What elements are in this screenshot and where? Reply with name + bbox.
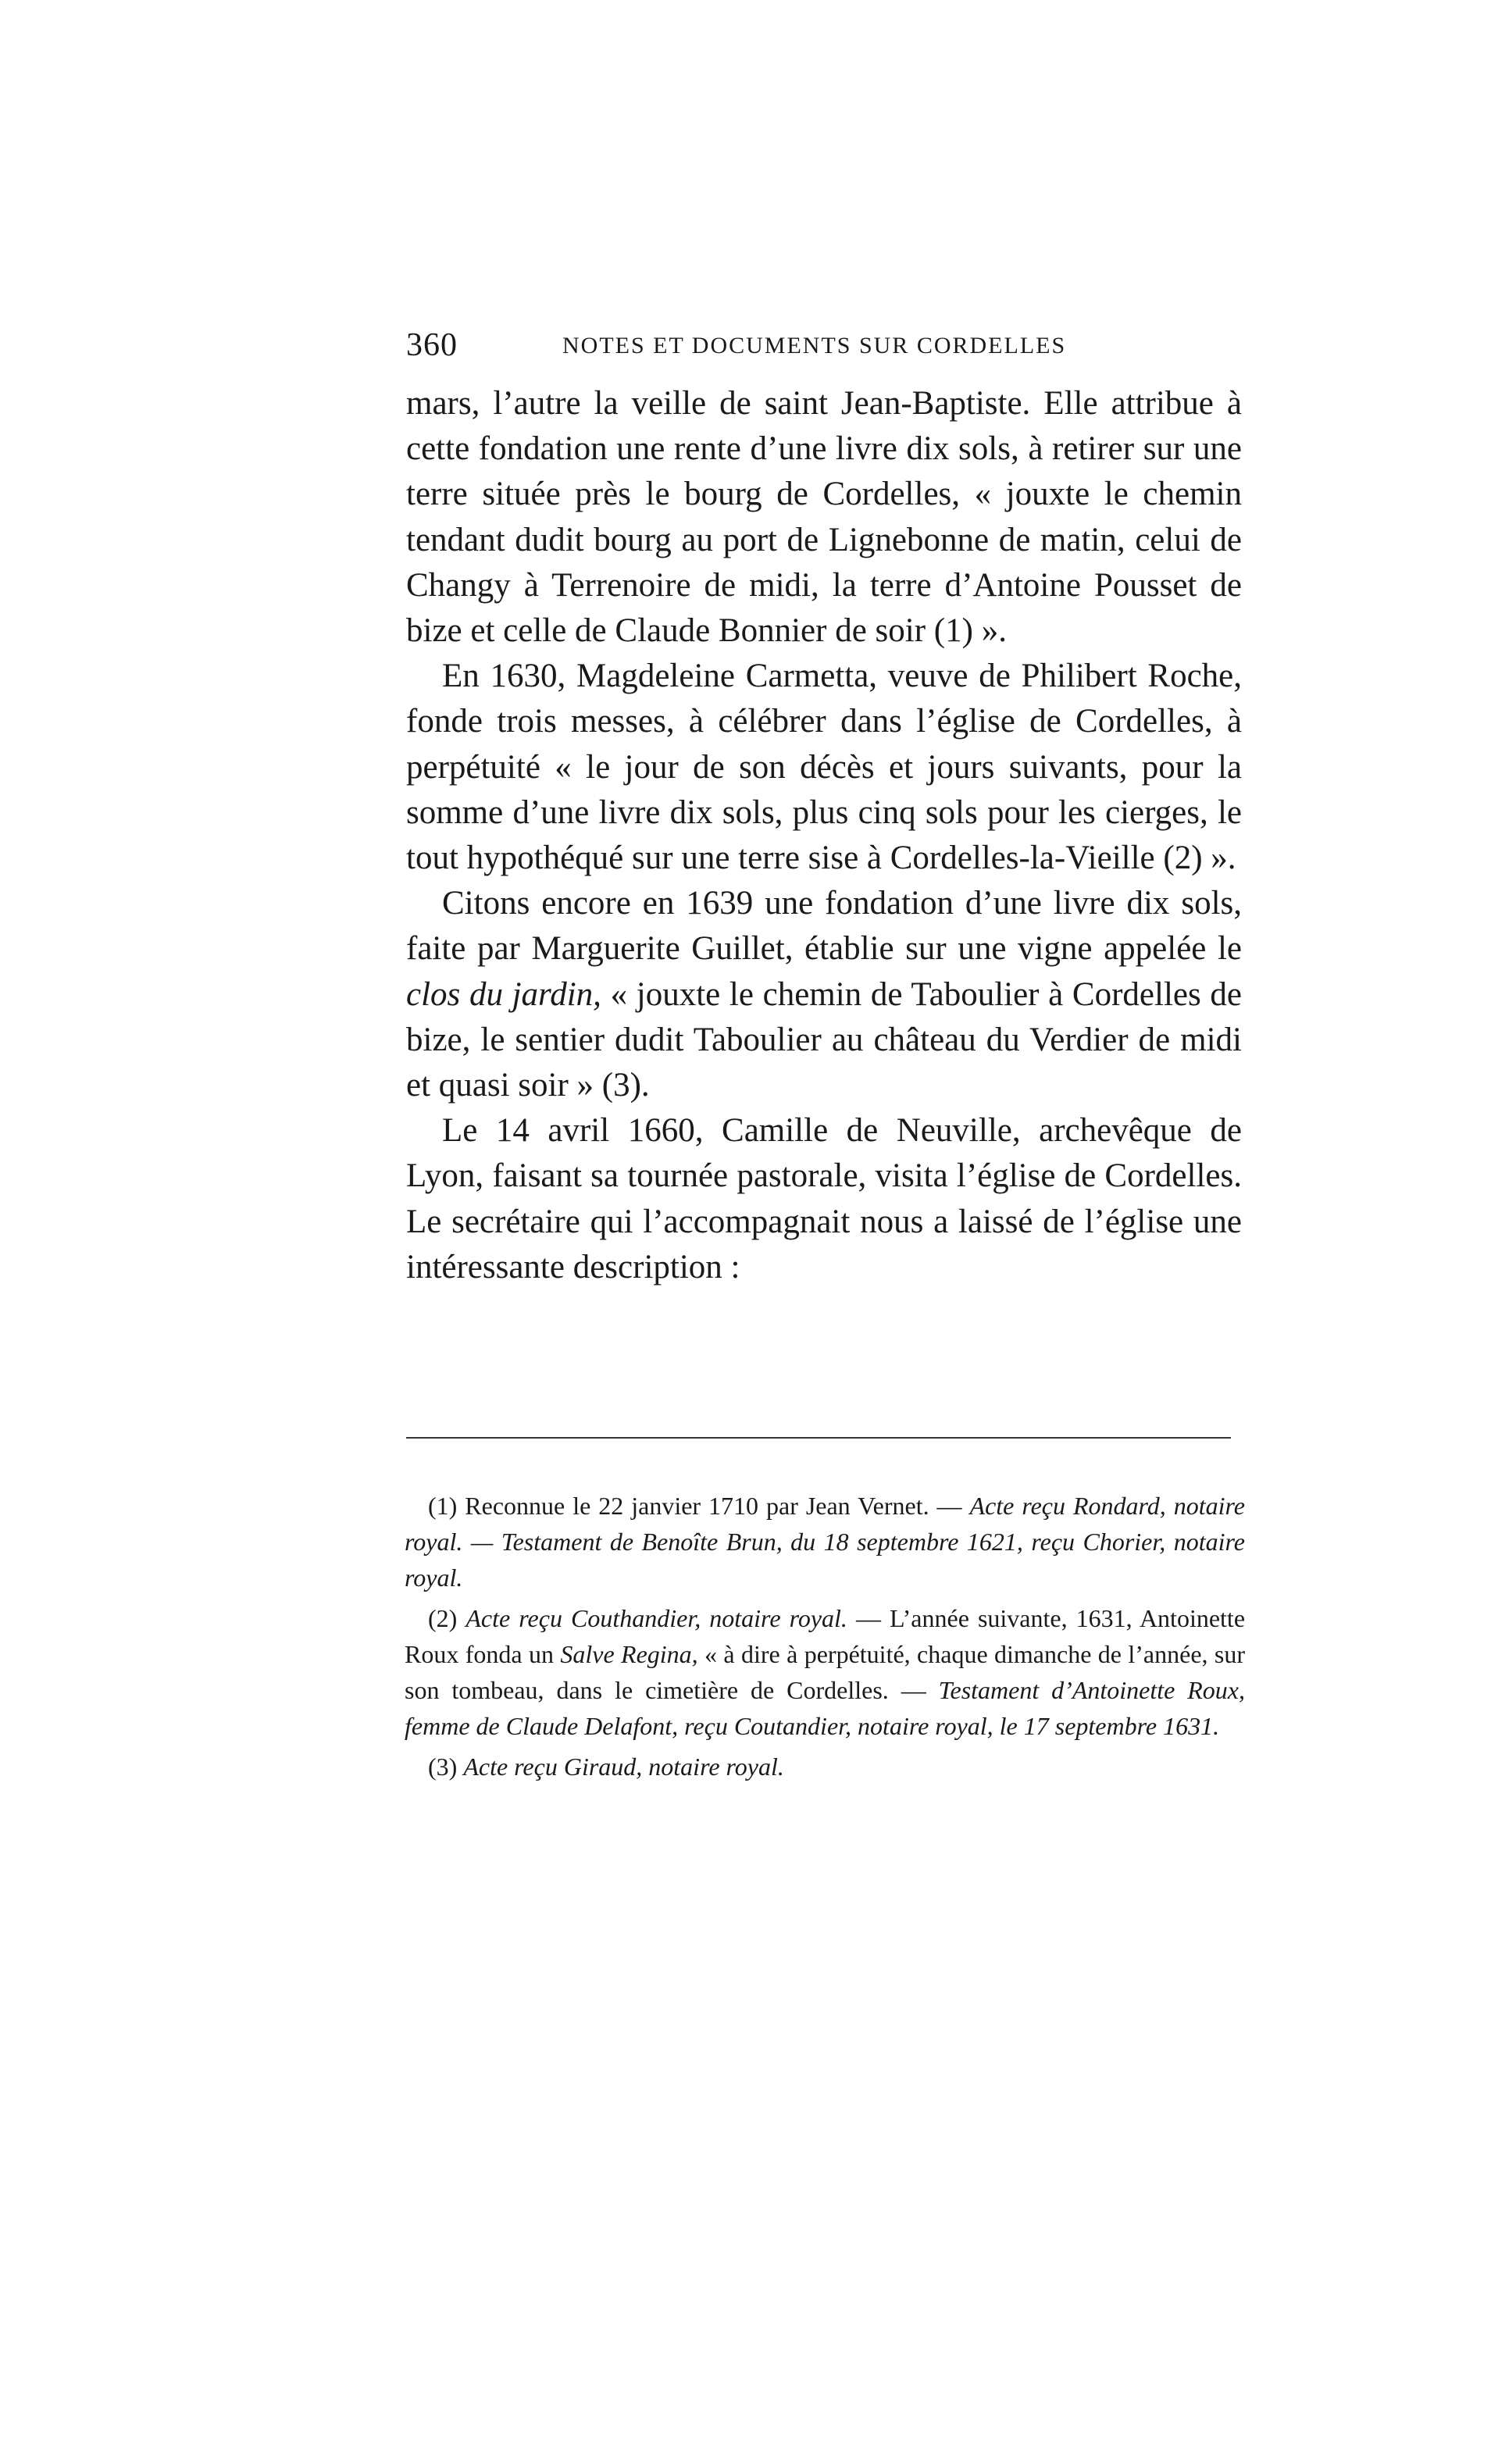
footnote-2-text-c: « à dire à perpétuité, chaque dimanche de l’année, sur son tombeau, dans le cimetière de Cordelles. —: [405, 1640, 1246, 1704]
footnote-1-italic: Acte reçu Rondard, notaire royal. — Testament de Benoîte Brun, du 18 septembre 1621, reçu Chorier, notaire royal.: [405, 1492, 1246, 1592]
paragraph-2: En 1630, Magdeleine Carmetta, veuve de Philibert Roche, fonde trois messes, à célébrer dans l’église de Cordelles, à perpétuité « le jour de son décès et jours suivants, pour la somme d’une livre dix sols, plus cinq sols pour les cierges, le tout hypothéqué sur une terre sise à Cordelles-la-Vieille (2) ».: [406, 658, 1242, 877]
body-text: [406, 381, 1242, 1290]
paragraph-4: Le 14 avril 1660, Camille de Neuville, archevêque de Lyon, faisant sa tournée pastorale, visita l’église de Cordelles. Le secrétaire qui l’accompagnait nous a laissé de l’église une intéressante description :: [406, 1112, 1242, 1285]
paragraph-3: [406, 881, 1242, 1108]
footnote-1-text: (1) Reconnue le 22 janvier 1710 par Jean Vernet. —: [428, 1492, 970, 1520]
footnote-2: [405, 1600, 1245, 1744]
footnote-divider: [406, 1437, 1231, 1439]
footnote-3: [405, 1749, 1245, 1785]
footnote-2-italic-1: Acte reçu Couthandier, notaire royal.: [465, 1604, 847, 1632]
footnote-1: [405, 1488, 1245, 1596]
footnote-2-text-b: — L’année suivante, 1631, Antoinette Roux fonda un: [405, 1604, 1246, 1668]
paragraph-3-italic: clos du jardin,: [406, 975, 601, 1013]
footnote-3-marker: (3): [428, 1753, 464, 1781]
footnotes: [405, 1488, 1245, 1789]
footnote-2-italic-2: Salve Regina,: [560, 1640, 698, 1668]
running-head: [406, 326, 1257, 365]
footnote-2-italic-3: Testament d’Antoinette Roux, femme de Claude Delafont, reçu Coutandier, notaire royal, le 17 septembre 1631.: [405, 1676, 1246, 1740]
running-title: NOTES ET DOCUMENTS SUR CORDELLES: [562, 333, 1067, 358]
footnote-3-italic: Acte reçu Giraud, notaire royal.: [463, 1753, 784, 1781]
paragraph-1: mars, l’autre la veille de saint Jean-Baptiste. Elle attribue à cette fondation une rente d’une livre dix sols, à retirer sur une terre située près le bourg de Cordelles, « jouxte le chemin tendant dudit bourg au port de Lignebonne de matin, celui de Changy à Terrenoire de midi, la terre d’Antoine Pousset de bize et celle de Claude Bonnier de soir (1) ».: [406, 385, 1242, 650]
paragraph-3-text-b: « jouxte le chemin de Taboulier à Cordelles de bize, le sentier dudit Taboulier au château du Verdier de midi et quasi soir » (3).: [406, 975, 1242, 1104]
footnote-2-marker: (2): [428, 1604, 466, 1632]
page-number: 360: [406, 327, 458, 363]
paragraph-3-text-a: Citons encore en 1639 une fondation d’une livre dix sols, faite par Marguerite Guillet, établie sur une vigne appelée le: [406, 885, 1242, 968]
